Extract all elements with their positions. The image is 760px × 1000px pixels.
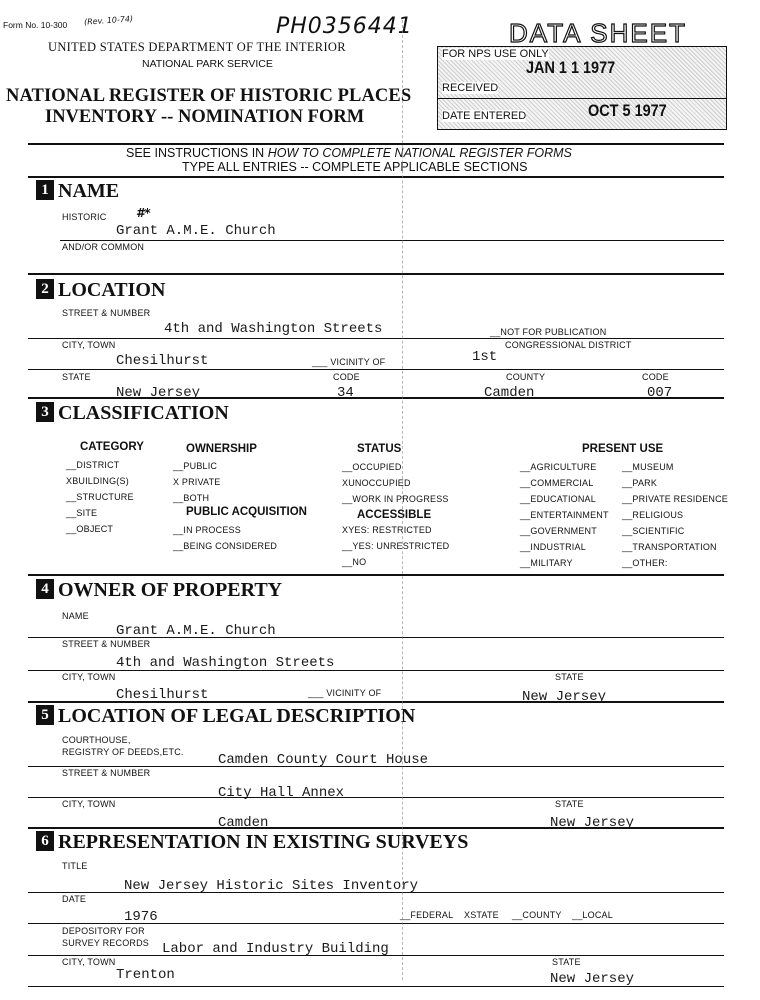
use-transportation: __TRANSPORTATION: [622, 542, 717, 552]
revision-note: (Rev. 10-74): [83, 14, 134, 27]
survey-date: 1976: [124, 909, 158, 925]
use-museum: __MUSEUM: [622, 462, 674, 472]
depository-label-2: SURVEY RECORDS: [62, 938, 149, 948]
received-label: RECEIVED: [442, 82, 499, 94]
section-4-heading: 4 OWNER OF PROPERTY: [36, 579, 282, 602]
use-agriculture: __AGRICULTURE: [520, 462, 597, 472]
category-building: XBUILDING(S): [66, 476, 129, 486]
rule: [28, 955, 724, 956]
vicinity-label: ___ VICINITY OF: [312, 357, 386, 367]
legal-street-label: STREET & NUMBER: [62, 768, 151, 778]
survey-state-value: New Jersey: [550, 971, 635, 987]
county-code: 007: [647, 385, 673, 401]
section-rule: [28, 827, 724, 829]
street-label: STREET & NUMBER: [62, 308, 151, 318]
depository-label-1: DEPOSITORY FOR: [62, 926, 145, 936]
form-title-line1: NATIONAL REGISTER OF HISTORIC PLACES: [6, 86, 412, 106]
use-park: __PARK: [622, 478, 658, 488]
common-label: AND/OR COMMON: [62, 242, 145, 252]
instructions-rule: [28, 176, 724, 178]
owner-state: New Jersey: [522, 689, 607, 705]
owner-name-label: NAME: [62, 611, 89, 621]
courthouse-name: Camden County Court House: [218, 752, 429, 768]
ownership-heading: OWNERSHIP: [186, 443, 257, 455]
use-religious: __RELIGIOUS: [622, 510, 684, 520]
section-5-heading: 5 LOCATION OF LEGAL DESCRIPTION: [36, 705, 415, 728]
historic-name: Grant A.M.E. Church: [116, 223, 276, 239]
historic-label: HISTORIC: [62, 212, 107, 222]
status-occupied: __OCCUPIED: [342, 462, 402, 472]
legal-city: Camden: [218, 815, 269, 831]
instructions-line2: TYPE ALL ENTRIES -- COMPLETE APPLICABLE SECTIONS: [182, 160, 528, 174]
section-6-heading: 6 REPRESENTATION IN EXISTING SURVEYS: [36, 831, 468, 854]
congressional-district-label: CONGRESSIONAL DISTRICT: [505, 340, 632, 350]
rule: [28, 637, 724, 638]
congressional-district: 1st: [472, 349, 498, 365]
survey-county: __COUNTY: [512, 910, 562, 920]
nps-use-label: FOR NPS USE ONLY: [442, 48, 549, 60]
ownership-public: __PUBLIC: [173, 461, 218, 471]
rule: [28, 923, 724, 924]
owner-street: 4th and Washington Streets: [116, 655, 335, 671]
section-rule: [28, 701, 724, 703]
status-heading: STATUS: [357, 443, 402, 455]
instructions-line1: SEE INSTRUCTIONS IN HOW TO COMPLETE NATIONAL REGISTER FORMS: [126, 146, 572, 160]
section-2-heading: 2 LOCATION: [36, 279, 165, 302]
rule: [28, 369, 724, 370]
rule: [28, 986, 724, 987]
location-county: Camden: [484, 385, 535, 401]
received-date-stamp: JAN 1 1 1977: [526, 58, 616, 77]
survey-date-label: DATE: [62, 894, 87, 904]
category-site: __SITE: [66, 508, 98, 518]
use-other: __OTHER:: [622, 558, 668, 568]
rule: [28, 670, 724, 671]
use-commercial: __COMMERCIAL: [520, 478, 594, 488]
legal-state: New Jersey: [550, 815, 635, 831]
location-state: New Jersey: [116, 385, 201, 401]
date-entered-label: DATE ENTERED: [442, 110, 527, 122]
location-city: Chesilhurst: [116, 353, 209, 369]
survey-state: XSTATE: [464, 910, 499, 920]
owner-city: Chesilhurst: [116, 687, 209, 703]
ownership-private: X PRIVATE: [173, 477, 221, 487]
fold-crease: [402, 20, 403, 980]
accessible-restricted: XYES: RESTRICTED: [342, 525, 432, 535]
form-title-line2: INVENTORY -- NOMINATION FORM: [45, 107, 365, 127]
present-use-heading: PRESENT USE: [582, 443, 664, 455]
code-label: CODE: [333, 372, 360, 382]
service-name: NATIONAL PARK SERVICE: [142, 58, 273, 70]
section-1-heading: 1 NAME: [36, 180, 119, 203]
use-military: __MILITARY: [520, 558, 573, 568]
use-government: __GOVERNMENT: [520, 526, 597, 536]
survey-federal: __FEDERAL: [400, 910, 454, 920]
county-code-label: CODE: [642, 372, 669, 382]
owner-city-label: CITY, TOWN: [62, 672, 116, 682]
rule: [60, 240, 724, 241]
survey-title: New Jersey Historic Sites Inventory: [124, 878, 419, 894]
public-acquisition-heading: PUBLIC ACQUISITION: [186, 506, 307, 518]
rule: [28, 892, 724, 893]
survey-title-label: TITLE: [62, 861, 88, 871]
legal-street: City Hall Annex: [218, 785, 345, 801]
section-rule: [28, 397, 724, 399]
section-rule: [28, 273, 724, 275]
owner-state-label: STATE: [555, 672, 584, 682]
category-heading: CATEGORY: [80, 441, 144, 453]
status-work-in-progress: __WORK IN PROGRESS: [342, 494, 449, 504]
data-sheet-stamp: DATA SHEET: [509, 18, 687, 48]
status-unoccupied: XUNOCCUPIED: [342, 478, 411, 488]
rule: [28, 338, 724, 339]
city-label: CITY, TOWN: [62, 340, 116, 350]
handwritten-mark: #*: [136, 206, 151, 220]
handwritten-id: PH0356441: [276, 14, 413, 39]
not-for-publication: __NOT FOR PUBLICATION: [490, 327, 607, 337]
county-label: COUNTY: [506, 372, 546, 382]
ownership-both: __BOTH: [173, 493, 210, 503]
use-scientific: __SCIENTIFIC: [622, 526, 685, 536]
courthouse-label: COURTHOUSE,: [62, 735, 131, 745]
use-private-residence: __PRIVATE RESIDENCE: [622, 494, 728, 504]
registry-label: REGISTRY OF DEEDS,ETC.: [62, 747, 184, 757]
acquisition-being-considered: __BEING CONSIDERED: [173, 541, 278, 551]
survey-state-label: STATE: [552, 957, 581, 967]
category-object: __OBJECT: [66, 524, 114, 534]
location-street: 4th and Washington Streets: [164, 321, 383, 337]
rule: [28, 797, 724, 798]
state-label: STATE: [62, 372, 91, 382]
form-number: Form No. 10-300: [3, 20, 68, 30]
department-name: UNITED STATES DEPARTMENT OF THE INTERIOR: [48, 40, 346, 54]
category-structure: __STRUCTURE: [66, 492, 134, 502]
state-code: 34: [337, 385, 354, 401]
depository-name: Labor and Industry Building: [162, 941, 389, 957]
accessible-unrestricted: __YES: UNRESTRICTED: [342, 541, 450, 551]
owner-vicinity-label: ___ VICINITY OF: [308, 688, 382, 698]
use-educational: __EDUCATIONAL: [520, 494, 596, 504]
header-rule: [28, 143, 724, 145]
survey-local: __LOCAL: [572, 910, 613, 920]
use-industrial: __INDUSTRIAL: [520, 542, 586, 552]
survey-city: Trenton: [116, 967, 175, 983]
owner-name: Grant A.M.E. Church: [116, 623, 276, 639]
category-district: __DISTRICT: [66, 460, 120, 470]
stamp-divider: [437, 98, 727, 99]
legal-state-label: STATE: [555, 799, 584, 809]
section-3-heading: 3 CLASSIFICATION: [36, 402, 229, 425]
date-entered-stamp: OCT 5 1977: [588, 101, 667, 120]
rule: [28, 766, 724, 767]
acquisition-in-process: __IN PROCESS: [173, 525, 241, 535]
accessible-no: __NO: [342, 557, 367, 567]
owner-street-label: STREET & NUMBER: [62, 639, 151, 649]
accessible-heading: ACCESSIBLE: [357, 509, 432, 521]
section-rule: [28, 574, 724, 576]
use-entertainment: __ENTERTAINMENT: [520, 510, 609, 520]
survey-city-label: CITY, TOWN: [62, 957, 116, 967]
legal-city-label: CITY, TOWN: [62, 799, 116, 809]
